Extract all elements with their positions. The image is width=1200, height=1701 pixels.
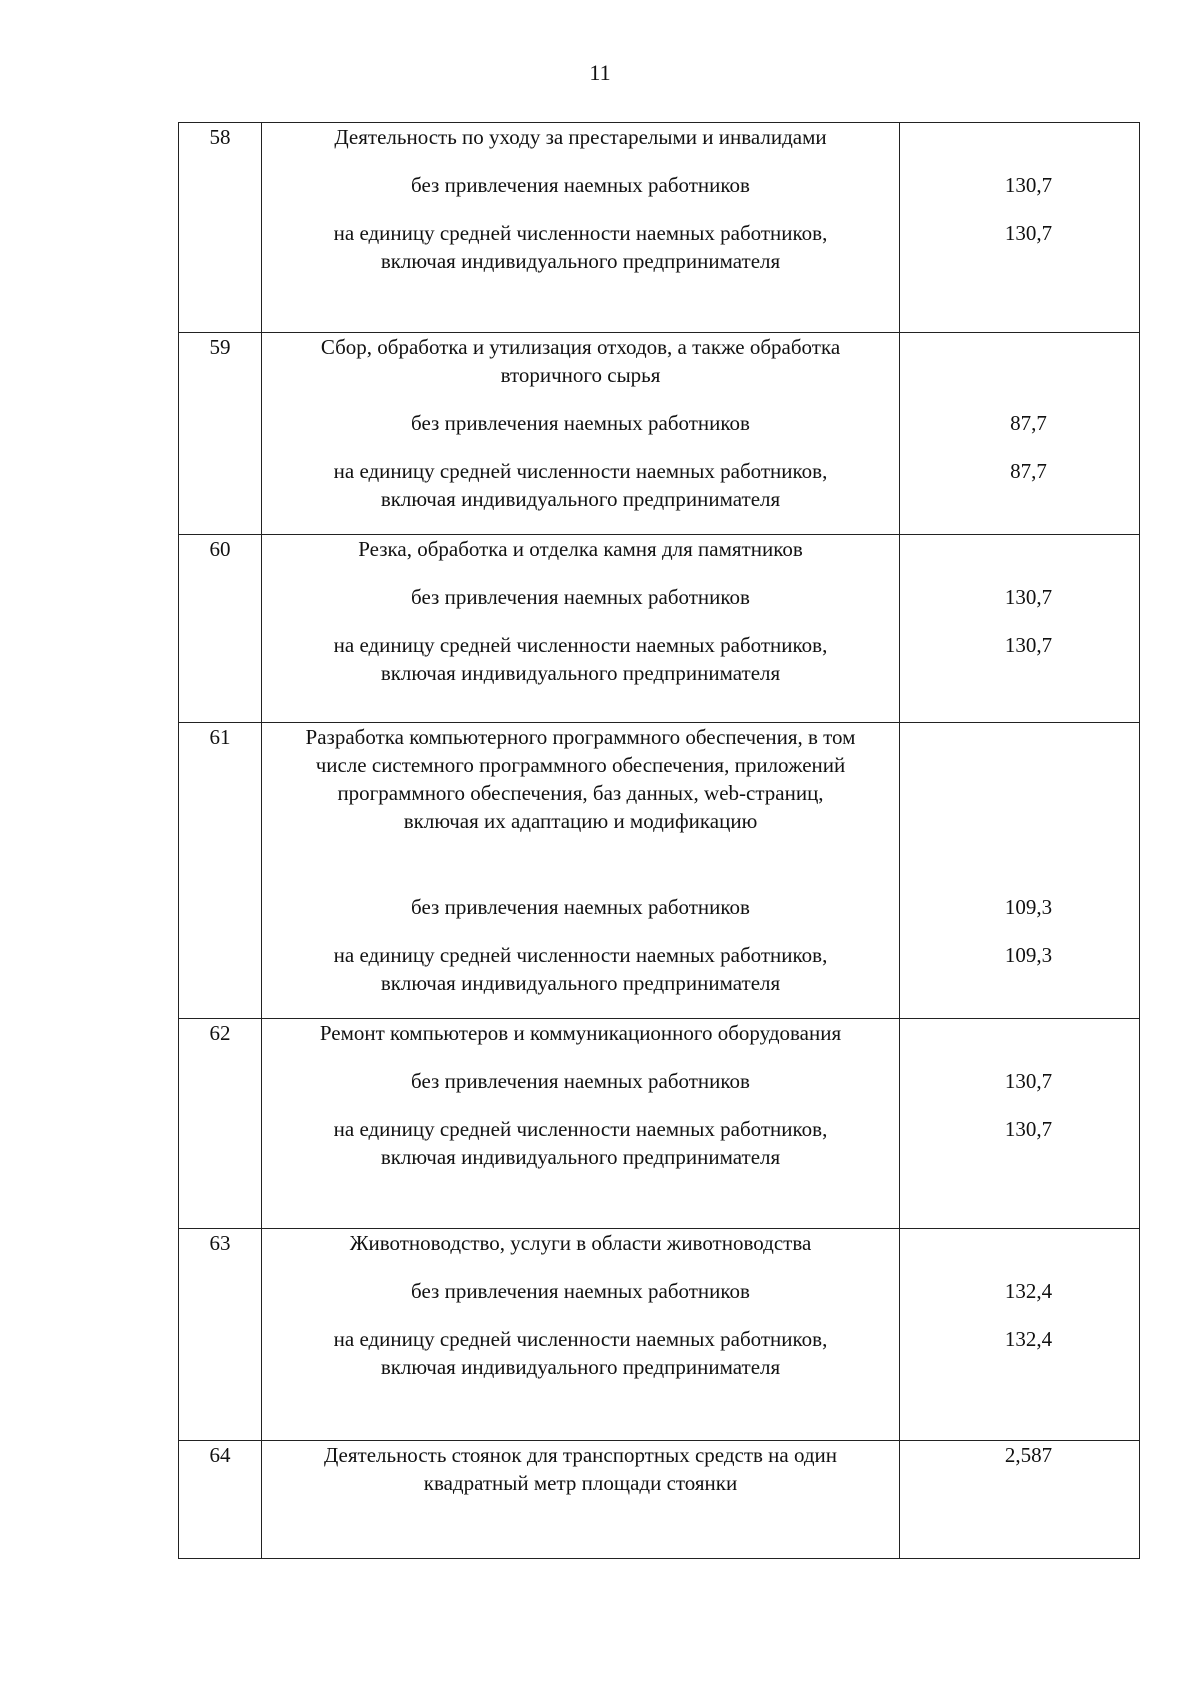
- activity-description: [262, 535, 900, 723]
- table-row: [179, 1019, 1140, 1229]
- value-cell: [900, 333, 1140, 535]
- sub-row-no-employees: без привлечения наемных работников: [411, 173, 750, 197]
- row-number: 62: [179, 1019, 262, 1229]
- activity-title: Ремонт компьютеров и коммуникационного оборудования: [319, 1021, 842, 1045]
- sub-row-no-employees: без привлечения наемных работников: [411, 411, 750, 435]
- value-cell: [900, 1441, 1140, 1559]
- value-no-employees: 109,3: [1004, 895, 1053, 919]
- value-per-employee: 132,4: [1004, 1327, 1053, 1351]
- value-per-employee: 87,7: [1010, 459, 1047, 483]
- table-row: [179, 123, 1140, 333]
- value-per-employee: 109,3: [1004, 943, 1053, 967]
- activity-title-cont: программного обеспечения, баз данных, web-страниц,: [337, 781, 824, 805]
- sub-row-per-employee-cont: включая индивидуального предпринимателя: [380, 661, 781, 685]
- value-per-employee: 130,7: [1004, 633, 1053, 657]
- activity-description: [262, 1019, 900, 1229]
- value-cell: [900, 1019, 1140, 1229]
- table-row: [179, 333, 1140, 535]
- sub-row-per-employee: на единицу средней численности наемных работников,: [333, 1327, 828, 1351]
- table-row: [179, 535, 1140, 723]
- sub-row-per-employee: на единицу средней численности наемных работников,: [333, 459, 828, 483]
- sub-row-per-employee: на единицу средней численности наемных работников,: [333, 1117, 828, 1141]
- activity-description: [262, 1229, 900, 1441]
- activity-title: Резка, обработка и отделка камня для памятников: [358, 537, 803, 561]
- sub-row-no-employees: без привлечения наемных работников: [411, 585, 750, 609]
- row-number: 63: [179, 1229, 262, 1441]
- row-number: 60: [179, 535, 262, 723]
- value-per-employee: 130,7: [1004, 221, 1053, 245]
- row-number: 58: [179, 123, 262, 333]
- table-row: [179, 723, 1140, 1019]
- activity-title: Разработка компьютерного программного обеспечения, в том: [305, 725, 856, 749]
- activity-title: Сбор, обработка и утилизация отходов, а также обработка: [320, 335, 841, 359]
- value-cell: [900, 535, 1140, 723]
- sub-row-no-employees: без привлечения наемных работников: [411, 895, 750, 919]
- sub-row-per-employee: на единицу средней численности наемных работников,: [333, 943, 828, 967]
- sub-row-per-employee-cont: включая индивидуального предпринимателя: [380, 249, 781, 273]
- value-main: 2,587: [1004, 1443, 1053, 1467]
- activity-title-cont: числе системного программного обеспечения, приложений: [315, 753, 846, 777]
- row-number: 59: [179, 333, 262, 535]
- value-per-employee: 130,7: [1004, 1117, 1053, 1141]
- sub-row-per-employee-cont: включая индивидуального предпринимателя: [380, 971, 781, 995]
- value-cell: [900, 1229, 1140, 1441]
- page-number: 11: [589, 60, 611, 85]
- sub-row-per-employee-cont: включая индивидуального предпринимателя: [380, 487, 781, 511]
- value-no-employees: 87,7: [1010, 411, 1047, 435]
- activity-description: [262, 333, 900, 535]
- activity-title-cont: квадратный метр площади стоянки: [423, 1471, 738, 1495]
- activity-description: [262, 123, 900, 333]
- activity-title: Животноводство, услуги в области животноводства: [349, 1231, 812, 1255]
- sub-row-per-employee: на единицу средней численности наемных работников,: [333, 633, 828, 657]
- table-row: [179, 1229, 1140, 1441]
- rates-table: [178, 122, 1140, 1559]
- value-no-employees: 132,4: [1004, 1279, 1053, 1303]
- value-cell: [900, 123, 1140, 333]
- activity-title-cont: вторичного сырья: [500, 363, 661, 387]
- sub-row-per-employee-cont: включая индивидуального предпринимателя: [380, 1355, 781, 1379]
- value-no-employees: 130,7: [1004, 585, 1053, 609]
- table-row: [179, 1441, 1140, 1559]
- row-number: 64: [179, 1441, 262, 1559]
- activity-description: [262, 723, 900, 1019]
- sub-row-per-employee: на единицу средней численности наемных работников,: [333, 221, 828, 245]
- sub-row-no-employees: без привлечения наемных работников: [411, 1279, 750, 1303]
- activity-title-cont: включая их адаптацию и модификацию: [403, 809, 758, 833]
- value-cell: [900, 723, 1140, 1019]
- row-number: 61: [179, 723, 262, 1019]
- activity-description: [262, 1441, 900, 1559]
- sub-row-no-employees: без привлечения наемных работников: [411, 1069, 750, 1093]
- sub-row-per-employee-cont: включая индивидуального предпринимателя: [380, 1145, 781, 1169]
- value-no-employees: 130,7: [1004, 173, 1053, 197]
- activity-title: Деятельность по уходу за престарелыми и инвалидами: [334, 125, 827, 149]
- value-no-employees: 130,7: [1004, 1069, 1053, 1093]
- activity-title: Деятельность стоянок для транспортных средств на один: [323, 1443, 838, 1467]
